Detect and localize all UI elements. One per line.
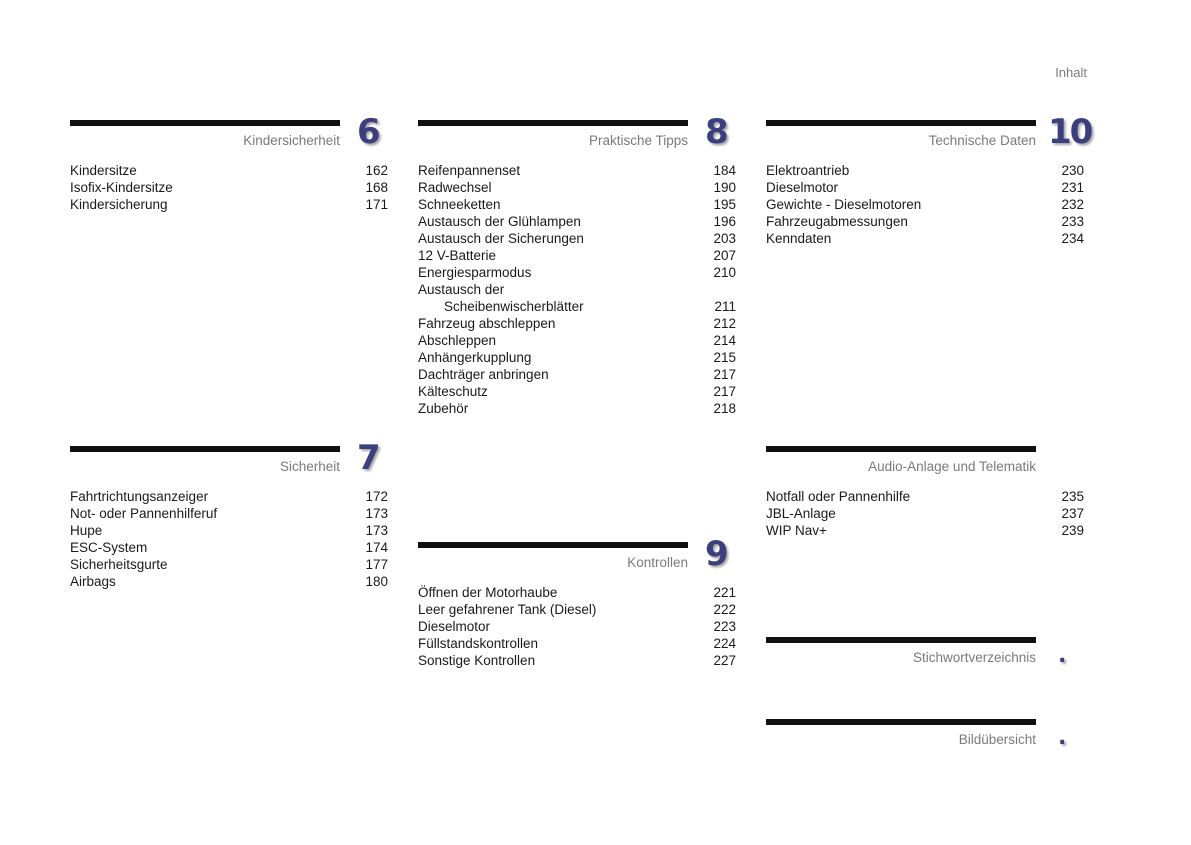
toc-page: 235 [1061,489,1084,504]
toc-entry[interactable] [418,652,736,669]
toc-entry[interactable] [418,196,736,213]
toc-entry[interactable] [766,162,1084,179]
toc-entry[interactable] [418,162,736,179]
section-bar [766,446,1036,452]
section-title: Sicherheit [279,459,340,474]
toc-page: 207 [713,248,736,263]
toc-label: Kenndaten [766,231,832,246]
toc-page: 217 [713,384,736,399]
section-bar [418,120,688,126]
toc-list [766,162,1084,247]
toc-entry[interactable] [70,179,388,196]
toc-label: Gewichte - Dieselmotoren [766,197,922,212]
section-title: Kontrollen [627,555,688,570]
toc-entry[interactable] [70,539,388,556]
toc-page: 215 [713,350,736,365]
section-title: Stichwortverzeichnis [912,650,1036,665]
toc-page: 221 [713,585,736,600]
toc-entry[interactable] [418,601,736,618]
toc-label: Kindersicherung [70,197,168,212]
toc-label: Leer gefahrener Tank (Diesel) [418,602,597,617]
toc-label: Elektroantrieb [766,163,850,178]
toc-page: 171 [365,197,388,212]
toc-list [766,488,1084,539]
toc-page: 211 [714,299,736,314]
section-technische-daten [766,112,1092,246]
toc-label: JBL-Anlage [766,506,836,521]
section-praktische-tipps [418,112,736,416]
toc-label: Radwechsel [418,180,492,195]
toc-entry[interactable] [766,505,1084,522]
toc-entry[interactable] [418,635,736,652]
toc-entry[interactable] [418,366,736,383]
chapter-number: . [1058,725,1065,750]
toc-entry[interactable] [70,488,388,505]
section-title: Praktische Tipps [588,133,688,148]
toc-label: Austausch der Sicherungen [418,231,584,246]
toc-label: Abschleppen [418,333,497,348]
page-header: Inhalt [1055,65,1087,80]
toc-label: WIP Nav+ [766,523,827,538]
toc-page: 239 [1061,523,1084,538]
toc-page: 223 [713,619,736,634]
toc-entry[interactable] [418,315,736,332]
toc-label: Reifenpannenset [418,163,521,178]
toc-label: Hupe [70,523,103,538]
toc-label: ESC-System [70,540,148,555]
chapter-number: 8 [705,112,727,152]
toc-entry[interactable] [766,213,1084,230]
section-audio-anlage [766,446,1084,538]
toc-label: Austausch der Glühlampen [418,214,581,229]
toc-page: 214 [713,333,736,348]
toc-label: Dieselmotor [766,180,839,195]
toc-entry[interactable] [418,213,736,230]
toc-page: 195 [713,197,736,212]
section-kontrollen [418,534,736,668]
toc-page: 173 [365,523,388,538]
toc-page: 232 [1061,197,1084,212]
toc-page: 184 [713,163,736,178]
section-title: Technische Daten [928,133,1036,148]
toc-label: Not- oder Pannenhilferuf [70,506,218,521]
toc-entry[interactable] [766,488,1084,505]
toc-label: Füllstandskontrollen [418,636,539,651]
toc-page: 162 [365,163,388,178]
chapter-number: 6 [357,112,379,152]
toc-page: 212 [713,316,736,331]
toc-label: Kindersitze [70,163,137,178]
toc-page: 168 [365,180,388,195]
toc-page: 230 [1061,163,1084,178]
toc-entry[interactable] [418,247,736,264]
toc-entry[interactable] [766,522,1084,539]
toc-list [418,162,736,417]
toc-entry[interactable] [418,179,736,196]
toc-entry[interactable] [418,264,736,281]
toc-entry[interactable] [70,505,388,522]
toc-list [418,584,736,669]
toc-page: 174 [365,540,388,555]
toc-entry[interactable] [418,383,736,400]
toc-entry[interactable] [766,179,1084,196]
toc-label: Notfall oder Pannenhilfe [766,489,911,504]
toc-list [70,488,388,590]
toc-label: Fahrtrichtungsanzeiger [70,489,209,504]
toc-entry[interactable] [418,400,736,417]
section-bilduebersicht[interactable] [766,719,1084,750]
toc-page: 217 [713,367,736,382]
chapter-number: . [1058,643,1065,668]
section-title: Audio-Anlage und Telematik [868,459,1036,474]
toc-page: 210 [713,265,736,280]
section-sicherheit [70,438,388,589]
toc-label: 12 V-Batterie [418,248,497,263]
toc-label: Kälteschutz [418,384,488,399]
toc-entry[interactable] [70,573,388,590]
toc-label: Austausch der [418,282,505,297]
toc-page: 227 [713,653,736,668]
toc-entry[interactable] [766,230,1084,247]
section-bar [70,120,340,126]
toc-label: Scheibenwischerblätter [444,299,584,314]
toc-label: Anhängerkupplung [418,350,532,365]
toc-page: 177 [365,557,388,572]
toc-page: 233 [1061,214,1084,229]
section-kindersicherheit [70,112,388,212]
toc-label: Zubehör [418,401,469,416]
toc-entry[interactable] [766,196,1084,213]
chapter-number: 7 [357,438,379,478]
toc-label: Öffnen der Motorhaube [418,585,558,600]
toc-label: Fahrzeug abschleppen [418,316,556,331]
toc-page: 180 [365,574,388,589]
toc-label: Fahrzeugabmessungen [766,214,908,229]
toc-label: Schneeketten [418,197,501,212]
toc-entry[interactable] [70,522,388,539]
toc-page: 231 [1061,180,1084,195]
toc-page: 237 [1061,506,1084,521]
toc-page: 218 [713,401,736,416]
toc-page: 196 [713,214,736,229]
toc-entry[interactable] [418,332,736,349]
toc-entry[interactable] [418,349,736,366]
toc-entry[interactable] [70,556,388,573]
section-bar [70,446,340,452]
toc-page: 190 [713,180,736,195]
section-title: Bildübersicht [958,732,1036,747]
toc-label: Airbags [70,574,116,589]
toc-label: Energiesparmodus [418,265,532,280]
toc-page: 224 [713,636,736,651]
section-bar [766,120,1036,126]
toc-page: 222 [713,602,736,617]
toc-entry[interactable] [418,281,736,298]
chapter-number: 9 [705,534,727,574]
toc-page: 203 [713,231,736,246]
toc-page: 172 [365,489,388,504]
toc-entry[interactable] [418,584,736,601]
toc-entry[interactable] [418,230,736,247]
chapter-number: 10 [1048,112,1092,152]
section-bar [418,542,688,548]
toc-list [70,162,388,213]
section-bar [766,719,1036,725]
section-stichwortverzeichnis[interactable] [766,637,1084,668]
toc-page: 234 [1061,231,1084,246]
toc-label: Sonstige Kontrollen [418,653,536,668]
toc-entry[interactable] [418,618,736,635]
section-title: Kindersicherheit [243,133,340,148]
toc-page: 173 [365,506,388,521]
toc-label: Dieselmotor [418,619,491,634]
toc-label: Sicherheitsgurte [70,557,168,572]
toc-entry-continued[interactable] [418,298,736,315]
toc-label: Dachträger anbringen [418,367,549,382]
toc-label: Isofix-Kindersitze [70,180,173,195]
section-bar [766,637,1036,643]
toc-entry[interactable] [70,196,388,213]
toc-entry[interactable] [70,162,388,179]
